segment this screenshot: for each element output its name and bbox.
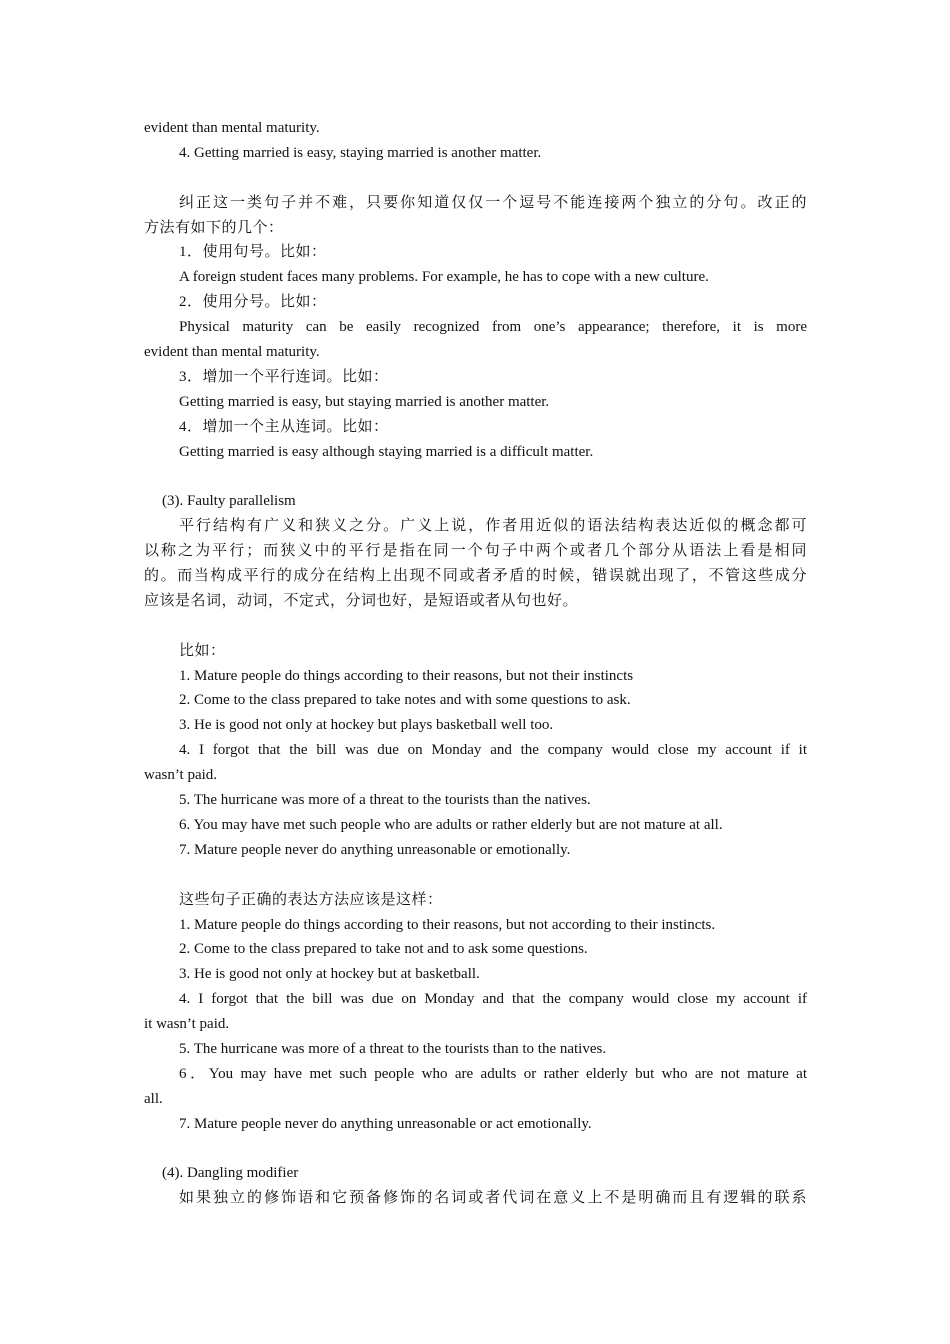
paragraph-gap: [144, 1137, 807, 1162]
text-line: 纠正这一类句子并不难，只要你知道仅仅一个逗号不能连接两个独立的分句。改正的: [179, 194, 807, 211]
text-line: 3. He is good not only at hockey but plays basketball well too.: [179, 717, 554, 734]
text-line: Getting married is easy although staying married is a difficult matter.: [179, 443, 594, 460]
text-line: 4. Getting married is easy, staying married is another matter.: [179, 144, 542, 161]
text-line: 4. I forgot that the bill was due on Monday and that the company would close my account if: [179, 991, 807, 1008]
text-line: it wasn’t paid.: [144, 1016, 230, 1033]
text-line: 4. I forgot that the bill was due on Monday and the company would close my account if it: [179, 742, 807, 759]
text-line: 7. Mature people never do anything unreasonable or act emotionally.: [179, 1115, 592, 1132]
paragraph-gap: [144, 863, 807, 888]
paragraph-gap: [144, 614, 807, 639]
text-line: wasn’t paid.: [144, 767, 218, 784]
text-line: 以称之为平行；而狭义中的平行是指在同一个句子中两个或者几个部分从语法上看是相同: [144, 543, 807, 560]
text-line: Getting married is easy, but staying married is another matter.: [179, 393, 550, 410]
text-line: 2. Come to the class prepared to take notes and with some questions to ask.: [179, 692, 631, 709]
text-line: 平行结构有广义和狭义之分。广义上说，作者用近似的语法结构表达近似的概念都可: [179, 518, 807, 535]
text-line: Physical maturity can be easily recognized from one’s appearance; therefore, it is more: [179, 319, 807, 336]
text-line: 3. He is good not only at hockey but at basketball.: [179, 966, 480, 983]
paragraph-gap: [144, 166, 807, 191]
text-line: 应该是名词，动词，不定式，分词也好，是短语或者从句也好。: [144, 592, 579, 609]
text-line: evident than mental maturity.: [144, 120, 320, 136]
text-line: 2. Come to the class prepared to take not and to ask some questions.: [179, 941, 588, 958]
text-line: 方法有如下的几个：: [144, 219, 284, 236]
text-line: 2．使用分号。比如：: [179, 294, 327, 311]
text-line: 如果独立的修饰语和它预备修饰的名词或者代词在意义上不是明确而且有逻辑的联系: [179, 1190, 807, 1207]
text-line: 5. The hurricane was more of a threat to the tourists than the natives.: [179, 792, 591, 809]
text-line: 3．增加一个平行连词。比如：: [179, 368, 389, 385]
text-line: 6．You may have met such people who are adults or rather elderly but who are not mature at: [179, 1065, 807, 1082]
text-line: 比如：: [179, 642, 226, 659]
text-line: 的。而当构成平行的成分在结构上出现不同或者矛盾的时候，错误就出现了，不管这些成分: [144, 568, 807, 585]
text-line: 1. Mature people do things according to their reasons, but not according to their instincts.: [179, 916, 716, 933]
text-line: evident than mental maturity.: [144, 344, 320, 361]
text-line: 6. You may have met such people who are adults or rather elderly but are not mature at all.: [179, 816, 723, 833]
text-line: 4．增加一个主从连词。比如：: [179, 418, 389, 435]
text-line: A foreign student faces many problems. For example, he has to cope with a new culture.: [179, 269, 709, 286]
text-line: 1. Mature people do things according to their reasons, but not their instincts: [179, 667, 634, 684]
section-heading: (4). Dangling modifier: [162, 1165, 299, 1182]
text-line: 1．使用句号。比如：: [179, 244, 327, 261]
text-line: 这些句子正确的表达方法应该是这样：: [179, 891, 443, 908]
document-page: [144, 116, 807, 1211]
text-line: all.: [144, 1090, 163, 1107]
text-line: 7. Mature people never do anything unreasonable or emotionally.: [179, 841, 571, 858]
paragraph-gap: [144, 464, 807, 489]
text-line: 5. The hurricane was more of a threat to the tourists than to the natives.: [179, 1040, 607, 1057]
section-heading: (3). Faulty parallelism: [162, 493, 296, 510]
